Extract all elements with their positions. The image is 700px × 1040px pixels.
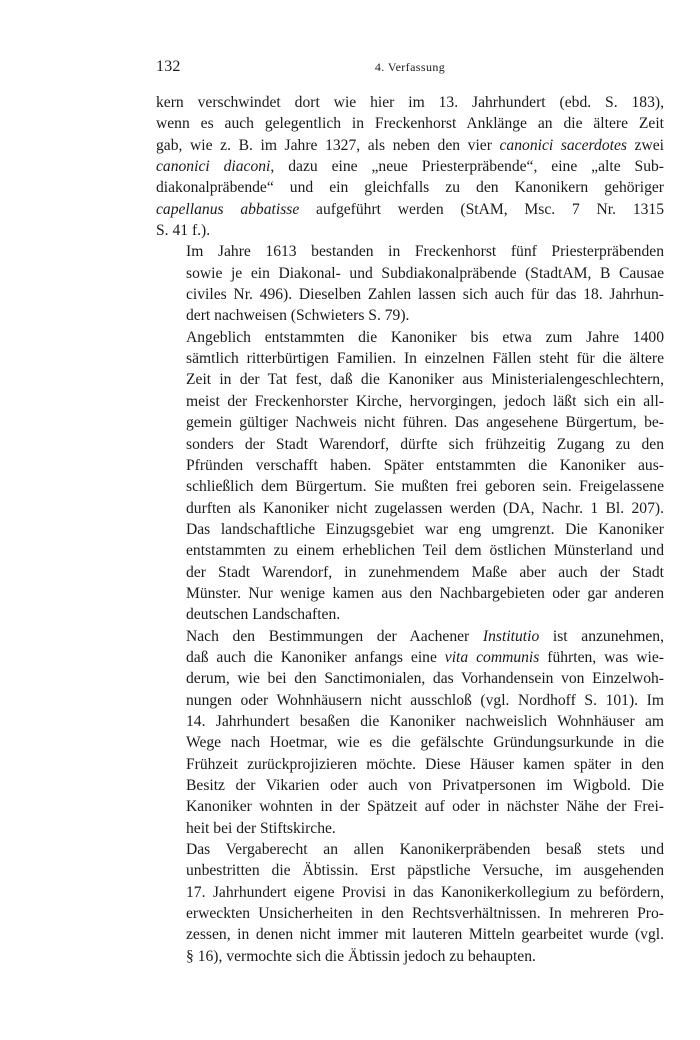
text-line (156, 412, 664, 433)
text-line (156, 562, 664, 583)
text-line (156, 348, 664, 369)
text-line (156, 924, 664, 945)
text-run: sowie je ein Diakonal- und Subdiakonalpräbende (StadtAM, B Causae (186, 264, 664, 282)
italic-term: canonici sacerdotes (499, 136, 627, 154)
body-text (156, 92, 664, 967)
text-run: unbestritten die Äbtissin. Erst päpstliche Versuche, im ausgehenden (186, 862, 664, 880)
text-run: § 16), vermochte sich die Äbtissin jedoch zu behaupten. (186, 947, 536, 965)
text-run: kern verschwindet dort wie hier im 13. Jahrhundert (ebd. S. 183), (156, 94, 664, 111)
text-run: schließlich dem Bürgertum. Sie mußten frei geboren sein. Freigelassene (186, 478, 664, 496)
text-line (156, 220, 664, 241)
text-run: gab, wie z. B. im Jahre 1327, als neben den vier (156, 136, 500, 154)
text-line (156, 754, 664, 775)
text-run: Nach den Bestimmungen der Aachener (186, 627, 483, 645)
text-line (156, 626, 664, 647)
text-run: derum, wie bei den Sanctimonialen, das Vorhandensein von Einzelwoh- (186, 670, 664, 688)
text-run: sämtlich ritterbürtigen Familien. In einzelnen Fällen steht für die ältere (186, 350, 664, 368)
text-line (156, 796, 664, 817)
text-line (156, 92, 664, 113)
text-line (156, 775, 664, 796)
text-line (156, 946, 664, 967)
text-line (156, 135, 664, 156)
text-line (156, 455, 664, 476)
text-line (156, 369, 664, 390)
text-run: erweckten Unsicherheiten in den Rechtsverhältnissen. In mehreren Pro- (186, 905, 664, 923)
text-line (156, 391, 664, 412)
text-line (156, 818, 664, 839)
paragraph (156, 327, 664, 626)
text-line (156, 327, 664, 348)
text-line (156, 284, 664, 305)
text-run: , dazu eine „neue Priesterpräbende“, eine „alte Sub- (270, 158, 664, 176)
text-run: führten, was wie- (539, 648, 664, 666)
text-line (156, 604, 664, 625)
italic-term: capellanus abbatisse (156, 200, 300, 218)
page-number: 132 (156, 58, 181, 75)
text-line (156, 113, 664, 134)
italic-term: vita communis (444, 648, 540, 666)
text-run: zwei (626, 136, 664, 154)
text-line (156, 519, 664, 540)
text-line (156, 241, 664, 262)
italic-term: canonici diaconi (156, 158, 271, 176)
text-run: Im Jahre 1613 bestanden in Freckenhorst fünf Priesterpräbenden (186, 243, 664, 261)
paragraph (156, 626, 664, 839)
text-run: zessen, in denen nicht immer mit lauteren Mitteln gearbeitet wurde (vgl. (186, 926, 664, 944)
text-run: Wege nach Hoetmar, wie es die gefälschte Gründungsurkunde in die (186, 734, 664, 752)
text-run: Pfründen verschafft haben. Später entstammten die Kanoniker aus- (186, 456, 664, 474)
text-run: Zeit in der Tat fest, daß die Kanoniker aus Ministerialengeschlechtern, (186, 371, 664, 389)
text-run: diakonalpräbende“ und ein gleichfalls zu den Kanonikern gehöriger (156, 179, 664, 197)
text-run: nungen oder Wohnhäusern nicht ausschloß (vgl. Nordhoff S. 101). Im (186, 691, 664, 709)
text-line (156, 668, 664, 689)
text-run: 14. Jahrhundert besaßen die Kanoniker nachweislich Wohnhäuser am (186, 712, 664, 730)
text-line (156, 732, 664, 753)
text-run: aufgeführt werden (StAM, Msc. 7 Nr. 1315 (299, 200, 665, 218)
text-run: ist anzunehmen, (539, 627, 664, 645)
page-header (156, 58, 664, 78)
text-run: Das landschaftliche Einzugsgebiet war eng umgrenzt. Die Kanoniker (186, 520, 664, 538)
text-line (156, 839, 664, 860)
text-run: wenn es auch gelegentlich in Freckenhorst Anklänge an die ältere Zeit (156, 115, 664, 133)
paragraph (156, 241, 664, 326)
text-line (156, 305, 664, 326)
text-run: 17. Jahrhundert eigene Provisi in das Kanonikerkollegium zu befördern, (186, 883, 664, 901)
text-line (156, 434, 664, 455)
text-run: civiles Nr. 496). Dieselben Zahlen lassen sich auch für das 18. Jahrhun- (186, 286, 664, 304)
text-line (156, 882, 664, 903)
text-run: Das Vergaberecht an allen Kanonikerpräbenden besaß stets und (186, 841, 664, 859)
text-run: Besitz der Vikarien oder auch von Privatpersonen im Wigbold. Die (186, 777, 664, 794)
text-line (156, 690, 664, 711)
text-run: Münster. Nur wenige kamen aus den Nachbargebieten oder gar anderen (186, 584, 664, 602)
text-line (156, 476, 664, 497)
text-line (156, 860, 664, 881)
text-run: deutschen Landschaften. (186, 606, 341, 624)
text-line (156, 177, 664, 198)
text-run: dert nachweisen (Schwieters S. 79). (186, 307, 410, 325)
text-run: Kanoniker wohnten in der Spätzeit auf oder in nächster Nähe der Frei- (186, 798, 664, 816)
text-run: S. 41 f.). (156, 222, 211, 240)
text-run: der Stadt Warendorf, in zunehmendem Maße aber auch der Stadt (186, 563, 664, 581)
text-run: meist der Freckenhorster Kirche, hervorgingen, jedoch läßt sich ein all- (186, 392, 664, 410)
italic-term: Institutio (482, 627, 540, 645)
text-run: entstammten zu einem erheblichen Teil dem östlichen Münsterland und (186, 542, 664, 560)
text-line (156, 903, 664, 924)
text-run: daß auch die Kanoniker anfangs eine (186, 648, 445, 666)
text-line (156, 263, 664, 284)
text-line (156, 156, 664, 177)
text-run: heit bei der Stiftskirche. (186, 819, 336, 837)
text-run: gemein gültiger Nachweis nicht führen. Das angesehene Bürgertum, be- (186, 414, 664, 432)
text-line (156, 583, 664, 604)
text-line (156, 647, 664, 668)
paragraph (156, 92, 664, 241)
text-line (156, 711, 664, 732)
text-run: Angeblich entstammten die Kanoniker bis etwa zum Jahre 1400 (186, 328, 664, 346)
text-run: sonders der Stadt Warendorf, dürfte sich frühzeitig Zugang zu den (186, 435, 664, 453)
running-head: 4. Verfassung (374, 60, 446, 74)
text-run: durften als Kanoniker nicht zugelassen werden (DA, Nachr. 1 Bl. 207). (186, 499, 664, 517)
text-line (156, 199, 664, 220)
text-line (156, 540, 664, 561)
text-line (156, 498, 664, 519)
text-run: Frühzeit zurückprojizieren möchte. Diese Häuser kamen später in den (186, 755, 664, 773)
paragraph (156, 839, 664, 967)
